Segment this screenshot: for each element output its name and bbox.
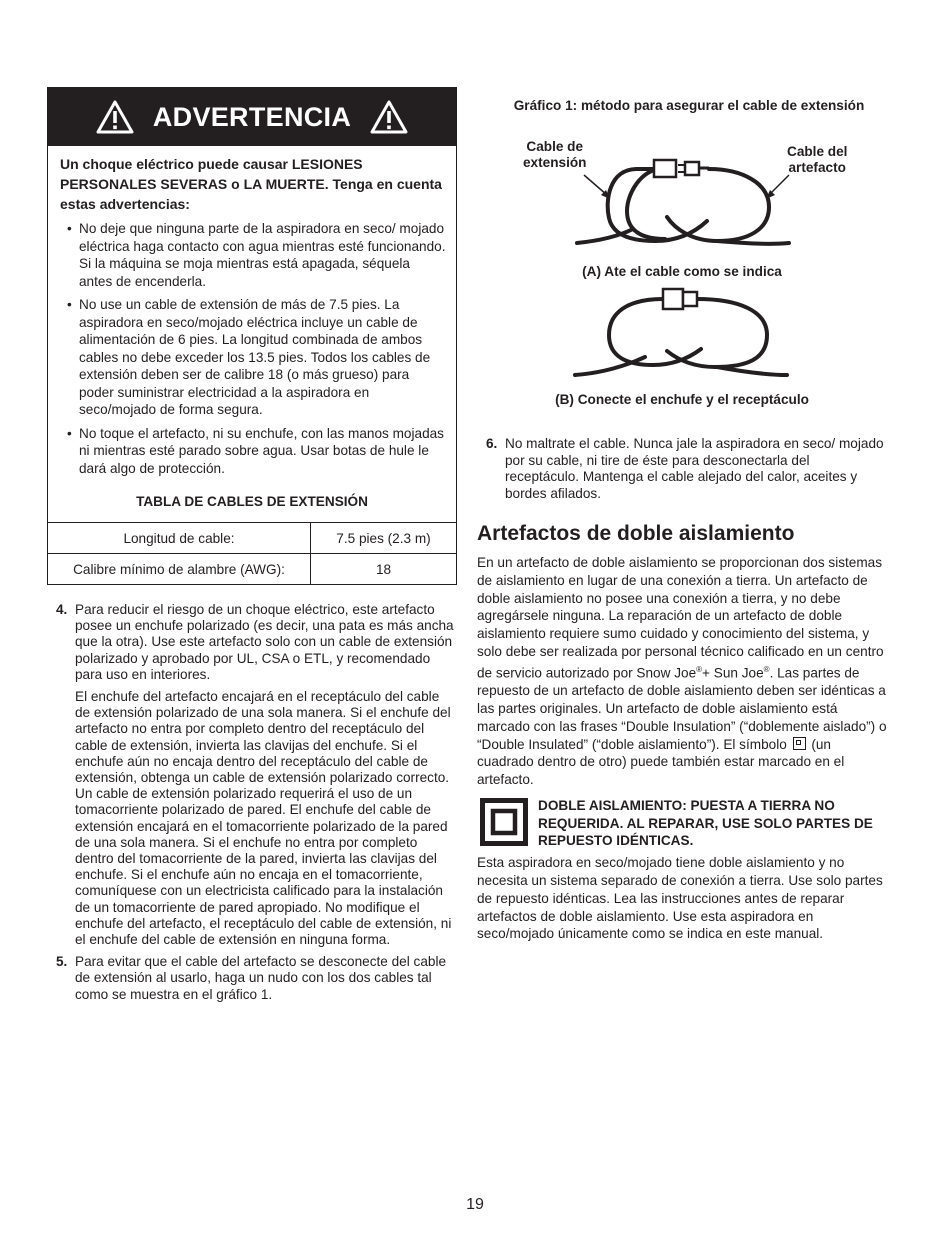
extension-cable-table xyxy=(48,522,456,584)
warning-triangle-icon xyxy=(95,99,135,135)
list-item: • No deje que ninguna parte de la aspiradora en seco/ mojado eléctrica haga contacto con agua mientras esté funcionando. Si la máquina se moja mientras está apagada, séquela antes de encenderla. xyxy=(67,221,446,289)
table-cell-value: 18 xyxy=(311,554,457,585)
callout-text: DOBLE AISLAMIENTO: PUESTA A TIERRA NO REQUERIDA. AL REPARAR, USE SOLO PARTES DE REPUESTO IDÉNTICAS. xyxy=(538,797,873,849)
warning-header xyxy=(48,88,456,146)
list-item-6: 6. No maltrate el cable. Nunca jale la aspiradora en seco/ mojado por su cable, ni tire de éste para desconectarla del receptáculo. Mantenga el cable alejado del calor, aceites y bordes afilados. xyxy=(486,436,884,501)
warning-intro: Un choque eléctrico puede causar LESIONES PERSONALES SEVERAS o LA MUERTE. Tenga en cuenta estas advertencias: xyxy=(60,156,442,212)
cord-illustration xyxy=(477,113,887,399)
figure-caption-a: (A) Ate el cable como se indica xyxy=(582,264,782,279)
item-4-paragraph: El enchufe del artefacto encajará en el receptáculo del cable de extensión polarizado de una sola manera. Si el enchufe del artefacto no entra por completo dentro del receptáculo del cable de extensión, invierta las clavijas del enchufe. Si el enchufe aún no encaja dentro del receptáculo del cable de extensión, obtenga un cable de extensión polarizado correcto. Un cable de extensión polarizado requerirá el uso de un tomacorriente polarizado de pared. El enchufe del cable de extensión encajará en el tomacorriente polarizado de la pared de una sola manera. Si el enchufe no entra por completo dentro del tomacorriente de la pared, invierta las clavijas del enchufe. Si el enchufe aún no encaja en el tomacorriente, comuníquese con un electricista calificado para la instalación de un tomacorriente de pared apropiado. No modifique el enchufe del artefacto, el receptáculo del cable de extensión, ni el enchufe del cable de extensión en ninguna forma. xyxy=(75,689,452,948)
double-insulation-small-icon xyxy=(793,737,806,750)
list-item: • No toque el artefacto, ni su enchufe, con las manos mojadas ni mientras esté parado sobre agua. Usar botas de hule le dará algo de protección. xyxy=(67,425,444,476)
table-row xyxy=(48,523,456,554)
left-column xyxy=(47,87,457,1003)
table-row xyxy=(48,554,456,585)
list-item-4: 4. Para reducir el riesgo de un choque eléctrico, este artefacto posee un enchufe polarizado (es decir, una pata es más ancha que la otra). Use este artefacto solo con un cable de extensión polarizado y aprobado por UL, CSA o ETL, y recomendado para uso en interiores. xyxy=(56,602,454,682)
section-paragraph-2: Esta aspiradora en seco/mojado tiene doble aislamiento y no necesita un sistema separado de conexión a tierra. Use solo partes de repuesto idénticas. Lea las instrucciones antes de reparar artefactos de doble aislamiento. Use esta aspiradora en seco/mojado únicamente como se indica en este manual. xyxy=(477,855,883,942)
page-number: 19 xyxy=(466,1196,484,1213)
label-appliance-cord: Cable del artefacto xyxy=(787,144,848,175)
table-cell-label: Calibre mínimo de alambre (AWG): xyxy=(48,554,311,585)
figure-title: Gráfico 1: método para asegurar el cable de extensión xyxy=(513,98,865,113)
table-cell-label: Longitud de cable: xyxy=(48,523,311,554)
warning-title: ADVERTENCIA xyxy=(152,101,352,132)
double-insulation-icon xyxy=(480,798,528,846)
numbered-items xyxy=(47,602,457,1003)
list-item: • No use un cable de extensión de más de 7.5 pies. La aspiradora en seco/mojado eléctrica incluye un cable de alimentación de 6 pies. La longitud combinada de ambos cables no debe exceder los 13.5 pies. Todos los cables de extensión deben ser de calibre 18 (o más grueso) para poder suministrar electricidad a la aspiradora en seco/mojado de forma segura. xyxy=(67,297,431,417)
warning-triangle-icon xyxy=(369,99,409,135)
list-item-5: 5. Para evitar que el cable del artefacto se desconecte del cable de extensión al usarlo, haga un nudo con los dos cables tal como se muestra en el gráfico 1. xyxy=(56,954,447,1002)
warning-list xyxy=(48,220,456,477)
section-heading: Artefactos de doble aislamiento xyxy=(477,522,795,545)
section-paragraph-1: En un artefacto de doble aislamiento se proporcionan dos sistemas de aislamiento en lugar de una conexión a tierra. Un artefacto de doble aislamiento no posee una conexión a tierra, y no debe agregársele ninguna. La reparación de un artefacto de doble aislamiento requiere sumo cuidado y conocimiento del sistema, y solo debe ser realizada por personal técnico calificado en un centro de servicio autorizado por Snow Joe®+ Sun Joe®. Las partes de repuesto de un artefacto de doble aislamiento deben ser idénticas a las partes originales. Un artefacto de doble aislamiento está marcado con las frases “Double Insulation” (“doblemente aislado”) o “Double Insulated” (“doble aislamiento”). El símbolo (un cuadrado dentro de otro) puede también estar marcado en el artefacto. xyxy=(477,555,887,788)
cord-figure xyxy=(477,113,887,407)
warning-box xyxy=(47,87,457,585)
table-cell-value: 7.5 pies (2.3 m) xyxy=(311,523,457,554)
table-title: TABLA DE CABLES DE EXTENSIÓN xyxy=(136,494,368,509)
label-extension-cord: Cable de extensión xyxy=(523,139,587,170)
right-column xyxy=(477,98,887,943)
double-insulation-callout xyxy=(477,797,887,850)
figure-caption-b: (B) Conecte el enchufe y el receptáculo xyxy=(555,392,809,407)
